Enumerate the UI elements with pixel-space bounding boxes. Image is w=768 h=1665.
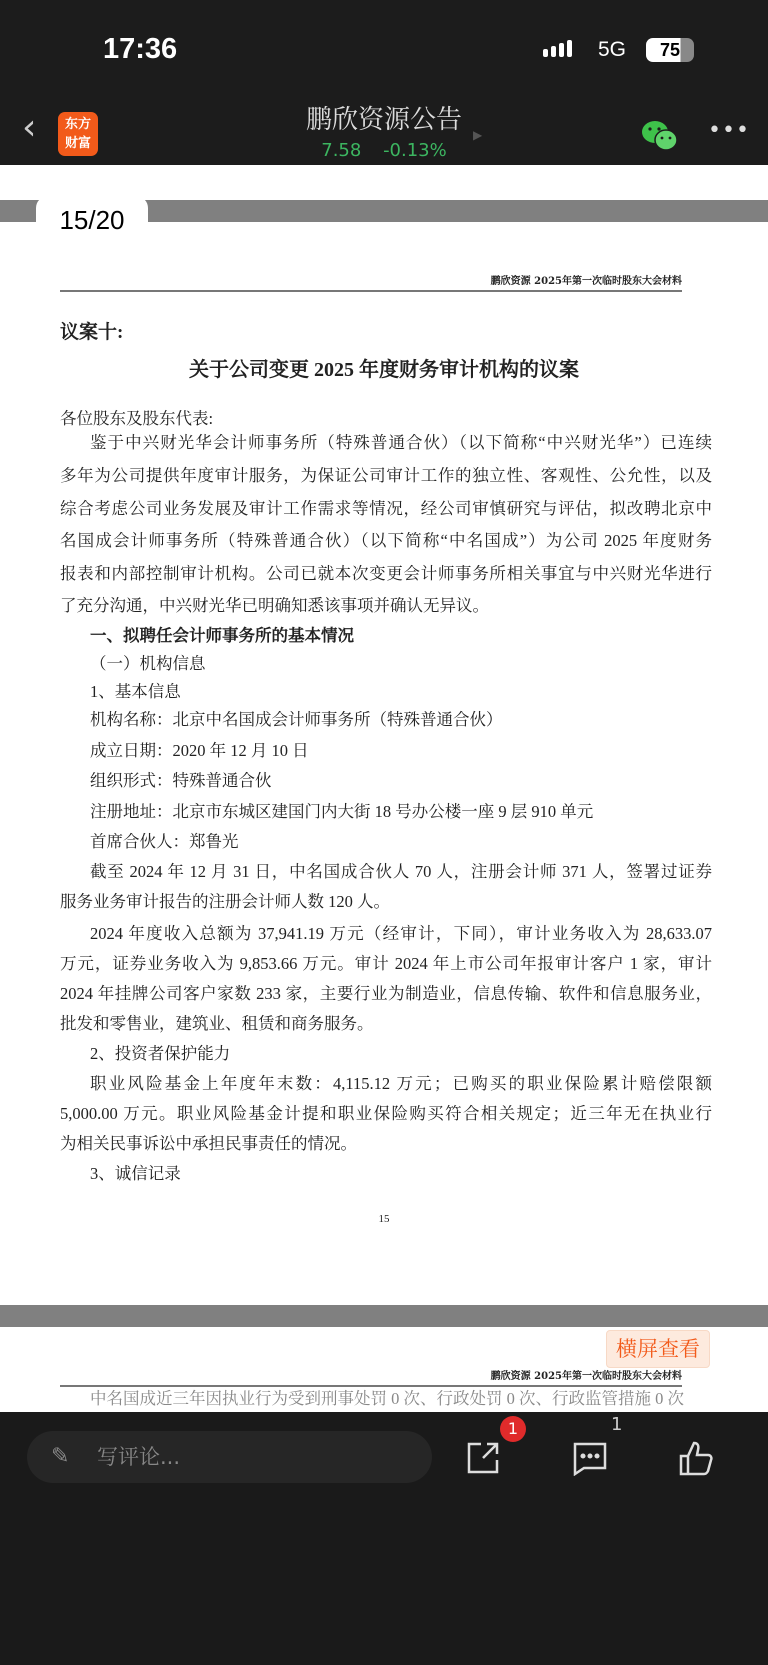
back-icon[interactable]: ‹ [22,107,37,148]
page-title[interactable]: 鹏欣资源公告 [305,105,462,135]
chevron-right-icon[interactable]: ▶ [473,128,483,142]
comment-icon[interactable] [572,1440,608,1476]
document-line: 5,000.00 万元。职业风险基金计提和职业保险购买符合相关规定；近三年无在执业行 [60,1104,712,1123]
bottom-bar [0,1412,768,1665]
document-line: 一、拟聘任会计师事务所的基本情况 [90,626,354,645]
page-separator [0,1305,768,1327]
comment-placeholder: 写评论... [97,1445,181,1469]
battery-icon: 75 [646,38,694,62]
running-header: 鹏欣资源 2025年第一次临时股东大会材料 [490,276,682,287]
header-rule [60,1385,682,1387]
motion-number: 议案十: [60,322,124,343]
stock-change: -0.13% [383,140,447,161]
document-line: 鉴于中兴财光华会计师事务所（特殊普通合伙）（以下简称“中兴财光华”）已连续 [90,433,712,452]
logo-text-2: 财富 [64,136,91,151]
status-time: 17:36 [103,33,178,65]
page-number: 15 [378,1213,390,1225]
logo-text-1: 东方 [64,117,91,132]
more-icon[interactable]: ••• [708,118,750,143]
document-line: 3、诚信记录 [90,1164,181,1183]
document-line: 报表和内部控制审计机构。公司已就本次变更会计师事务所相关事宜与中兴财光华进行 [60,564,712,583]
share-badge: 1 [500,1416,526,1442]
top-bar [0,0,768,165]
document-line: 多年为公司提供年度审计服务，为保证公司审计工作的独立性、客观性、公允性，以及 [60,466,712,485]
share-icon[interactable] [465,1440,501,1476]
stock-price: 7.58 [321,140,362,161]
comment-input[interactable] [27,1431,432,1483]
document-line: 职业风险基金上年度年末数：4,115.12 万元；已购买的职业保险累计赔偿限额 [90,1074,712,1093]
header-rule [60,290,682,292]
next-page-text: 中名国成近三年因执业行为受到刑事处罚 0 次、行政处罚 0 次、行政监管措施 0 次 [90,1389,684,1408]
document-line: 组织形式：特殊普通合伙 [90,771,272,790]
running-header: 鹏欣资源 2025年第一次临时股东大会材料 [490,1371,682,1382]
document-line: 机构名称：北京中名国成会计师事务所（特殊普通合伙） [90,710,503,729]
salutation: 各位股东及股东代表: [60,409,214,428]
document-line: 服务业务审计报告的注册会计师人数 120 人。 [60,892,390,911]
pencil-icon: ✎ [51,1444,70,1469]
document-line: 首席合伙人：郑鲁光 [90,832,239,851]
document-line: 2024 年度收入总额为 37,941.19 万元（经审计，下同），审计业务收入为 28,633.07 [90,924,712,943]
document-line: 为相关民事诉讼中承担民事责任的情况。 [60,1134,357,1153]
document-line: 截至 2024 年 12 月 31 日，中名国成合伙人 70 人，注册会计师 371 人，签署过证券 [90,862,712,881]
document-line: 1、基本信息 [90,682,181,701]
document-line: 万元，证券业务收入为 9,853.66 万元。审计 2024 年上市公司年报审计客户 1 家，审计 [60,954,712,973]
landscape-view-button[interactable]: 横屏查看 [606,1330,710,1368]
page-indicator: 15/20 [36,196,148,244]
document-line: 成立日期：2020 年 12 月 10 日 [90,741,309,760]
document-line: （一）机构信息 [90,654,206,673]
signal-icon [543,40,572,57]
document-line: 名国成会计师事务所（特殊普通合伙）（以下简称“中名国成”）为公司 2025 年度财务 [60,531,712,550]
document-line: 综合考虑公司业务发展及审计工作需求等情况，经公司审慎研究与评估，拟改聘北京中 [60,499,712,518]
network-type: 5G [598,38,627,61]
document-line: 注册地址：北京市东城区建国门内大街 18 号办公楼一座 9 层 910 单元 [90,802,594,821]
like-icon[interactable] [678,1440,714,1476]
document-line: 批发和零售业，建筑业、租赁和商务服务。 [60,1014,374,1033]
wechat-icon[interactable] [640,118,680,154]
comment-count: 1 [611,1414,623,1435]
document-line: 2、投资者保护能力 [90,1044,231,1063]
document-title: 关于公司变更 2025 年度财务审计机构的议案 [189,359,579,381]
document-line: 2024 年挂牌公司客户家数 233 家，主要行业为制造业，信息传输、软件和信息服务业， [60,984,712,1003]
document-line: 了充分沟通，中兴财光华已明确知悉该事项并确认无异议。 [60,596,489,615]
